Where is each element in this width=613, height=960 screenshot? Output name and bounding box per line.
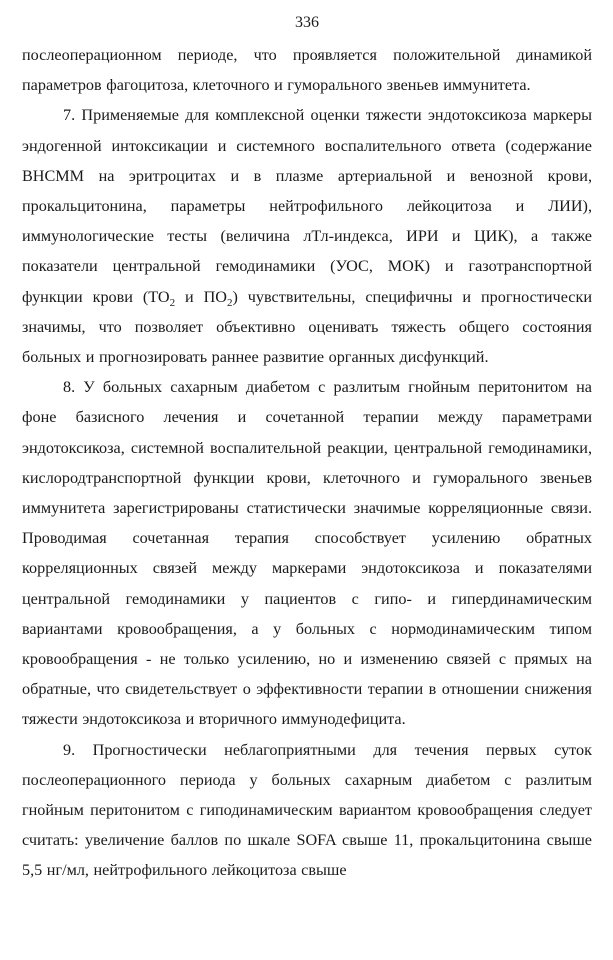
paragraph-item-9: 9. Прогностически неблагоприятными для течения первых суток послеоперационного периода у больных сахарным диабетом с разлитым гнойным перитонитом с гиподинамическим вариантом кровообращения следует считать: увеличение баллов по шкале SOFA свыше 11, прокальцитонина свыше 5,5 нг/мл, нейтрофильного лейкоцитоза свыше bbox=[22, 740, 592, 880]
paragraph-item-8: 8. У больных сахарным диабетом с разлитым гнойным перитонитом на фоне базисного лечения и сочетанной терапии между параметрами эндотоксикоза, системной воспалительной реакции, центральной гемодинамики, кислородтранспортной функции крови, клеточного и гуморального звеньев иммунитета зарегистрированы статистически значимые корреляционные связи. Проводимая сочетанная терапия способствует усилению обратных корреляционных связей между маркерами эндотоксикоза и показателями центральной гемодинамики у пациентов с гипо- и гипердинамическим вариантами кровообращения, а у больных с нормодинамическим типом кровообращения - не только усилению, но и изменению связей с прямых на обратные, что свидетельствует о эффективности терапии в отношении снижения тяжести эндотоксикоза и вторичного иммунодефицита. bbox=[22, 378, 592, 729]
page-number: 336 bbox=[295, 14, 319, 31]
paragraph-item-7-text-a: 7. Применяемые для комплексной оценки тяжести эндотоксикоза маркеры эндогенной интоксикации и системного воспалительного ответа (содержание ВНСММ на эритроцитах и в плазме артериальной и венозной крови, прокальцитонина, параметры нейтрофильного лейкоцитоза и ЛИИ), иммунологические тесты (величина лТл-индекса, ИРИ и ЦИК), а также показатели центральной гемодинамики (УОС, МОК) и газотранспортной функции крови (ТО bbox=[22, 106, 592, 306]
subscript-po2: 2 bbox=[226, 296, 233, 309]
subscript-to2: 2 bbox=[169, 296, 176, 309]
paragraph-item-7-text-c: ) чувствительны, специфичны и прогностически значимы, что позволяет объективно оценивать тяжесть общего состояния больных и прогнозировать раннее развитие органных дисфункций. bbox=[22, 287, 593, 367]
paragraph-item-7 bbox=[22, 100, 592, 372]
paragraph-continuation: послеоперационном периоде, что проявляется положительной динамикой параметров фагоцитоза, клеточного и гуморального звеньев иммунитета. bbox=[22, 46, 592, 95]
paragraph-item-7-text-b: и ПО bbox=[175, 287, 227, 306]
